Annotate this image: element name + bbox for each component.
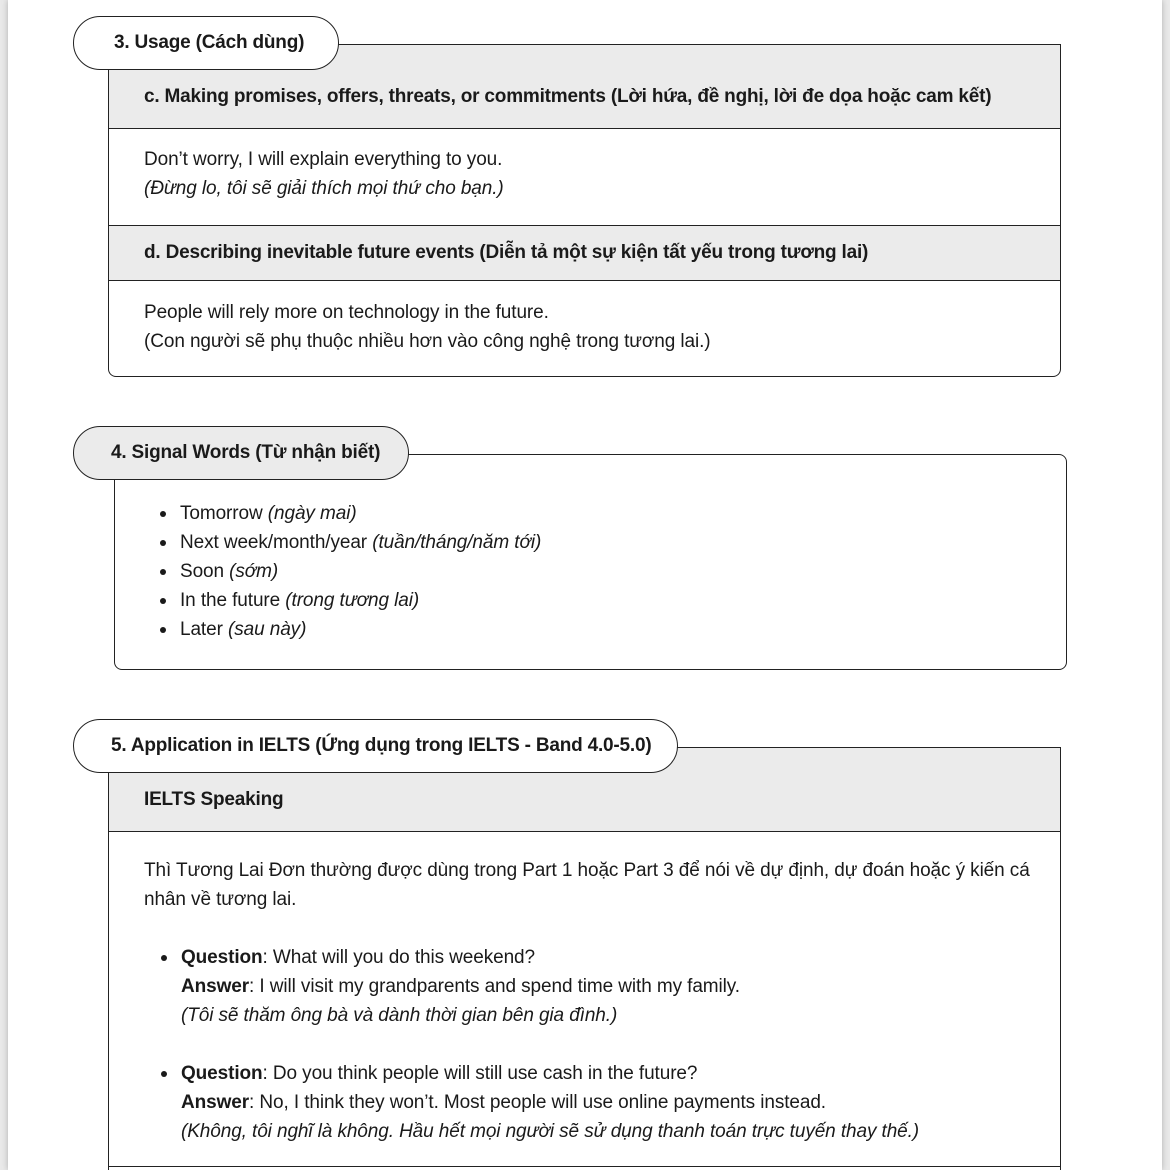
usage-c-example: Don’t worry, I will explain everything to you. bbox=[144, 149, 503, 170]
list-item: Next week/month/year (tuần/tháng/năm tới) bbox=[180, 528, 1066, 557]
section-3-title bbox=[73, 16, 339, 70]
section-5-title-text: 5. Application in IELTS (Ứng dụng trong IELTS - Band 4.0-5.0) bbox=[111, 735, 652, 756]
usage-c-body bbox=[109, 129, 1060, 225]
section-3-title-text: 3. Usage (Cách dùng) bbox=[114, 32, 305, 53]
section-5-next-row-rule bbox=[108, 1166, 1061, 1167]
ielts-intro-text: Thì Tương Lai Đơn thường được dùng trong Part 1 hoặc Part 3 để nói về dự định, dự đoán hoặc ý kiến cá nhân về tương lai. bbox=[144, 860, 1030, 910]
usage-d-body bbox=[109, 281, 1060, 356]
section-5-top-rule bbox=[670, 747, 1061, 748]
list-item: Later (sau này) bbox=[180, 615, 1066, 644]
list-item: Tomorrow (ngày mai) bbox=[180, 499, 1066, 528]
signal-words-list bbox=[115, 499, 1066, 644]
ielts-intro bbox=[109, 832, 1060, 914]
ielts-qa-list bbox=[109, 943, 1060, 1146]
section-5-title bbox=[73, 719, 678, 773]
answer-label: Answer bbox=[181, 1092, 250, 1113]
question-label: Question bbox=[181, 947, 263, 968]
usage-d-header bbox=[109, 225, 1060, 281]
list-item: Soon (sớm) bbox=[180, 557, 1066, 586]
section-4-box bbox=[114, 454, 1067, 670]
usage-d-header-text: d. Describing inevitable future events (Diễn tả một sự kiện tất yếu trong tương lai) bbox=[144, 242, 869, 263]
usage-c-header-text: c. Making promises, offers, threats, or commitments (Lời hứa, đề nghị, lời đe dọa hoặc cam kết) bbox=[144, 86, 992, 107]
qa-item: Question: What will you do this weekend? Answer: I will visit my grandparents and spend time with my family. (Tôi sẽ thăm ông bà và dành thời gian bên gia đình.) bbox=[181, 943, 1060, 1030]
qa-item: Question: Do you think people will still use cash in the future? Answer: No, I think they won’t. Most people will use online payments instead. (Không, tôi nghĩ là không. Hầu hết mọi người sẽ sử dụng thanh toán trực tuyến thay thế.) bbox=[181, 1059, 1060, 1146]
usage-d-example: People will rely more on technology in the future. bbox=[144, 302, 549, 323]
section-3-box bbox=[108, 44, 1061, 377]
question-label: Question bbox=[181, 1063, 263, 1084]
list-item: In the future (trong tương lai) bbox=[180, 586, 1066, 615]
usage-d-translation: (Con người sẽ phụ thuộc nhiều hơn vào công nghệ trong tương lai.) bbox=[144, 331, 711, 352]
usage-c-translation: (Đừng lo, tôi sẽ giải thích mọi thứ cho bạn.) bbox=[144, 178, 504, 199]
ielts-speaking-header-text: IELTS Speaking bbox=[144, 789, 284, 810]
answer-label: Answer bbox=[181, 976, 250, 997]
section-3-top-rule bbox=[330, 44, 1061, 45]
section-4-title bbox=[73, 426, 409, 480]
section-5-box bbox=[108, 747, 1061, 1170]
section-4-title-text: 4. Signal Words (Từ nhận biết) bbox=[111, 442, 381, 463]
